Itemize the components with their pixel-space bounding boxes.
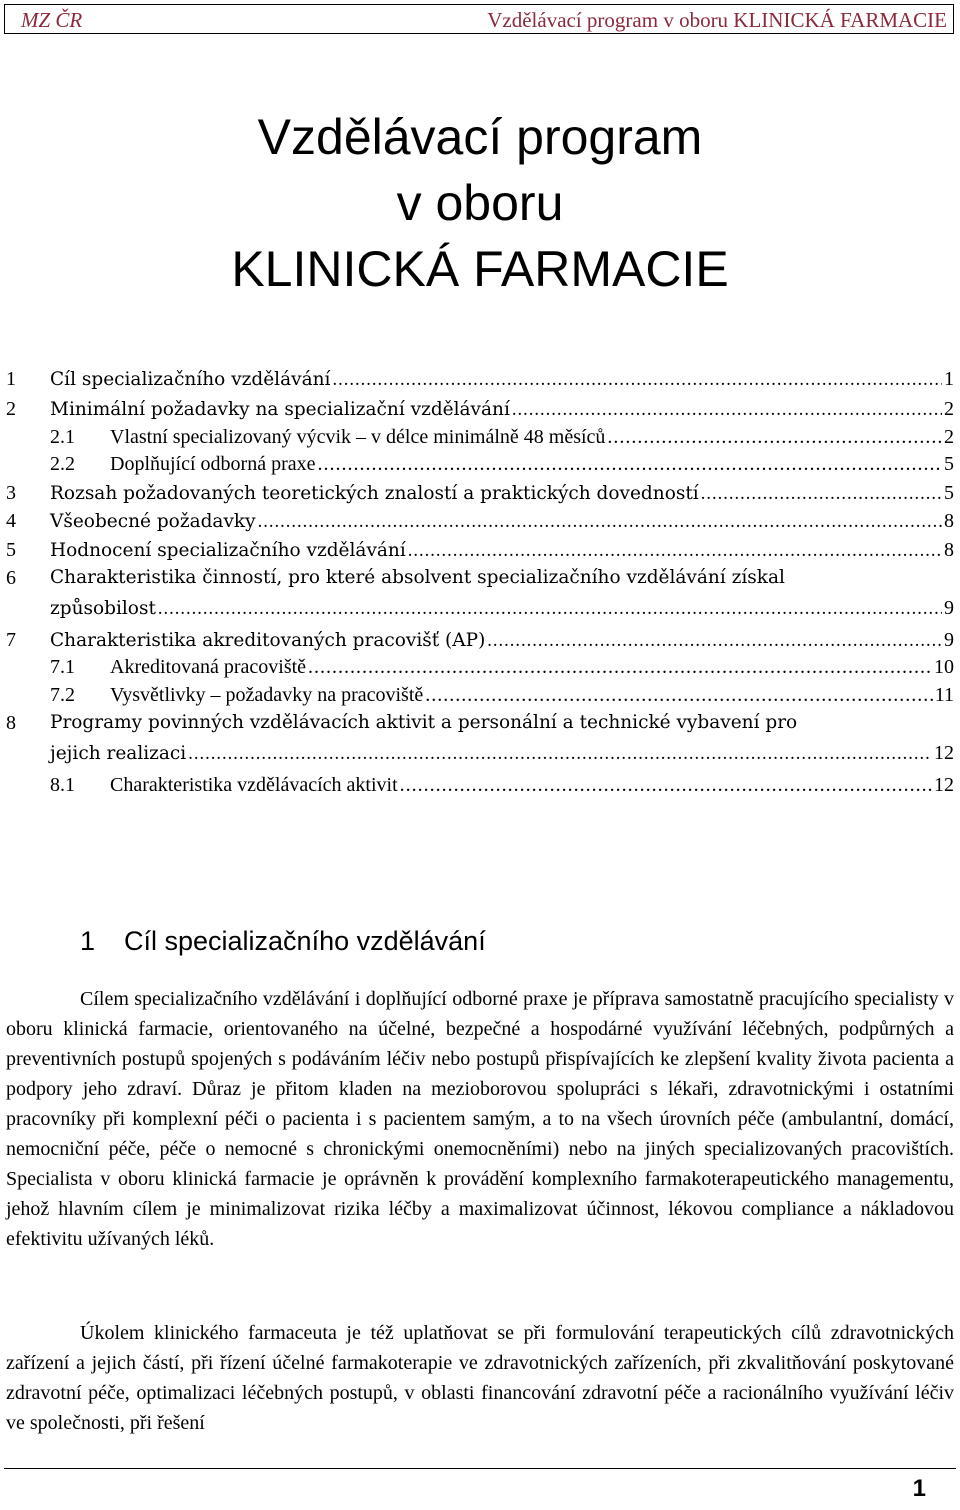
toc-label: Rozsah požadovaných teoretických znalostí a praktických dovedností xyxy=(50,483,699,504)
section-title: Cíl specializačního vzdělávání xyxy=(124,926,486,956)
toc-entry[interactable] xyxy=(110,453,954,483)
header-document-title: Vzdělávací program v oboru KLINICKÁ FARMACIE xyxy=(487,8,947,32)
toc-leader-dots xyxy=(701,484,942,505)
toc-number: 2 xyxy=(6,398,16,420)
toc-number: 1 xyxy=(6,368,16,390)
toc-number: 5 xyxy=(6,539,16,561)
toc-number: 8 xyxy=(6,712,16,734)
toc-leader-dots xyxy=(188,744,932,765)
toc-entry[interactable] xyxy=(50,597,954,627)
toc-label: způsobilost xyxy=(50,598,156,619)
toc-page-number: 12 xyxy=(934,742,954,764)
toc-number: 7.2 xyxy=(50,684,75,706)
section-heading xyxy=(80,926,486,957)
toc-label: Akreditovaná pracoviště xyxy=(110,656,307,678)
toc-entry[interactable] xyxy=(50,567,785,597)
toc-label: Charakteristika akreditovaných pracovišť (AP) xyxy=(50,630,486,651)
toc-leader-dots xyxy=(607,426,942,449)
page-footer xyxy=(4,1468,956,1502)
toc-label: jejich realizaci xyxy=(50,743,187,764)
toc-leader-dots xyxy=(512,400,942,421)
toc-page-number: 5 xyxy=(944,453,954,475)
paragraph-text: Cílem specializačního vzdělávání i doplňující odborné praxe je příprava samostatně pracujícího specialisty v oboru klinická farmacie, orientovaného na účelné, bezpečné a hospodárné využívání léčebných, podpůrných a preventivních postupů spojených s podáváním léčiv nebo postupů přispívajících ke zlepšení kvality života pacienta a podpory jeho zdraví. Důraz je přitom kladen na mezioborovou spolupráci s lékaři, zdravotnickými i ostatními pracovníky při komplexní péči o pacienta i s pacientem samým, a to na všech úrovních péče (ambulantní, domácí, nemocniční péče, péče o nemocné s chronickými onemocněními) nebo na jiných specializovaných pracovištích. Specialista v oboru klinická farmacie je oprávněn k provádění komplexního farmakoterapeutického managementu, jehož hlavním cílem je minimalizovat rizika léčby a maximalizovat účinnost, lékovou compliance a nákladovou efektivitu užívaných léků. xyxy=(6,988,954,1250)
toc-page-number: 10 xyxy=(934,656,954,678)
toc-label: Minimální požadavky na specializační vzdělávání xyxy=(50,399,510,420)
toc-entry[interactable] xyxy=(110,774,954,804)
toc-leader-dots xyxy=(332,370,942,391)
toc-leader-dots xyxy=(258,512,942,533)
toc-entry[interactable] xyxy=(110,426,954,456)
toc-number: 8.1 xyxy=(50,774,75,796)
title-line-3: KLINICKÁ FARMACIE xyxy=(231,241,729,297)
toc-leader-dots xyxy=(308,656,932,679)
toc-number: 7 xyxy=(6,629,16,651)
toc-leader-dots xyxy=(158,599,942,620)
toc-page-number: 1 xyxy=(944,368,954,390)
toc-page-number: 2 xyxy=(944,398,954,420)
toc-label: Charakteristika vzdělávacích aktivit xyxy=(110,774,398,796)
toc-page-number: 8 xyxy=(944,539,954,561)
toc-number: 2.2 xyxy=(50,453,75,475)
toc-page-number: 9 xyxy=(944,597,954,619)
toc-entry[interactable] xyxy=(50,539,954,569)
toc-page-number: 9 xyxy=(944,629,954,651)
toc-page-number: 8 xyxy=(944,510,954,532)
paragraph-1 xyxy=(6,984,954,1254)
toc-entry[interactable] xyxy=(50,742,954,772)
toc-label: Doplňující odborná praxe xyxy=(110,453,316,475)
toc-page-number: 5 xyxy=(944,482,954,504)
toc-page-number: 2 xyxy=(944,426,954,448)
toc-label: Vysvětlivky – požadavky na pracoviště xyxy=(110,684,424,706)
toc-number: 6 xyxy=(6,567,16,589)
toc-entry[interactable] xyxy=(50,629,954,659)
paragraph-2 xyxy=(6,1318,954,1438)
toc-number: 3 xyxy=(6,482,16,504)
running-header xyxy=(4,4,954,34)
toc-entry[interactable] xyxy=(50,712,797,742)
toc-number: 2.1 xyxy=(50,426,75,448)
toc-entry[interactable] xyxy=(110,656,954,686)
header-ministry: MZ ČR xyxy=(21,8,83,32)
toc-leader-dots xyxy=(318,453,943,476)
page-number: 1 xyxy=(912,1475,926,1502)
toc-leader-dots xyxy=(408,541,942,562)
title-line-1: Vzdělávací program xyxy=(257,109,703,165)
toc-label: Vlastní specializovaný výcvik – v délce minimálně 48 měsíců xyxy=(110,426,606,448)
document-title xyxy=(0,104,960,302)
toc-page-number: 11 xyxy=(934,684,954,706)
paragraph-text: Úkolem klinického farmaceuta je též uplatňovat se při formulování terapeutických cílů zdravotnických zařízení a jejich částí, při řízení účelné farmakoterapie ve zdravotnických zařízeních, při zkvalitňování poskytované zdravotní péče, optimalizaci léčebných postupů, v oblasti financování zdravotní péče a racionálního využívání léčiv ve společnosti, při řešení xyxy=(6,1322,954,1434)
toc-entry[interactable] xyxy=(50,368,954,398)
toc-leader-dots xyxy=(400,774,932,797)
toc-entry[interactable] xyxy=(110,684,954,714)
toc-entry[interactable] xyxy=(50,482,954,512)
toc-number: 7.1 xyxy=(50,656,75,678)
toc-label: Cíl specializačního vzdělávání xyxy=(50,369,331,390)
toc-entry[interactable] xyxy=(50,510,954,540)
section-number: 1 xyxy=(80,926,96,956)
toc-label: Programy povinných vzdělávacích aktivit a personální a technické vybavení pro xyxy=(50,712,798,733)
toc-leader-dots xyxy=(425,684,932,707)
toc-label: Hodnocení specializačního vzdělávání xyxy=(50,540,406,561)
toc-leader-dots xyxy=(487,631,942,652)
toc-page-number: 12 xyxy=(934,774,954,796)
title-line-2: v oboru xyxy=(396,175,564,231)
toc-entry[interactable] xyxy=(50,398,954,428)
toc-number: 4 xyxy=(6,510,16,532)
toc-label: Charakteristika činností, pro které absolvent specializačního vzdělávání získal xyxy=(50,567,785,588)
toc-label: Všeobecné požadavky xyxy=(50,511,256,532)
